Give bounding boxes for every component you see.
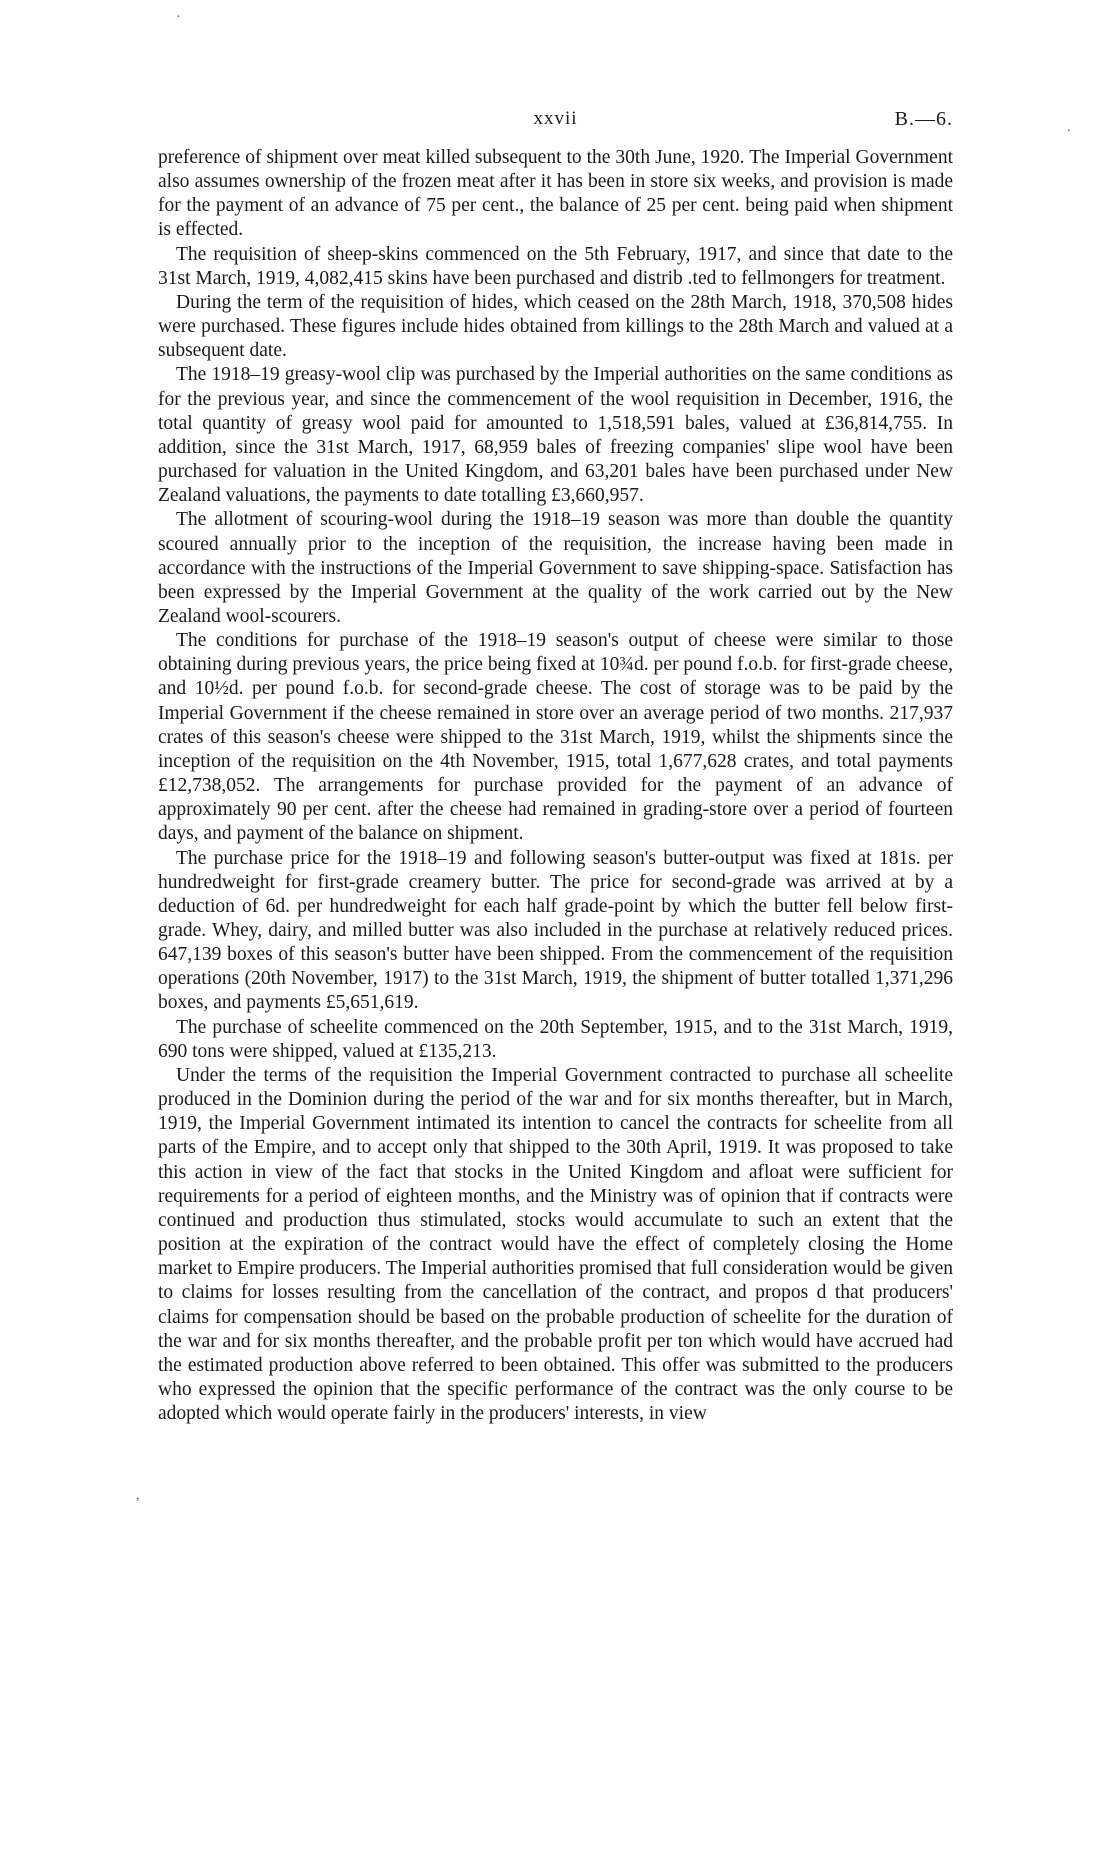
paragraph-hides: During the term of the requisition of hides, which ceased on the 28th March, 1918, 370,508 hides were purchased. These figures include hides obtained from killings to the 28th March and valued at a subsequent date. (158, 291, 953, 362)
paragraph-scouring-wool: The allotment of scouring-wool during the 1918–19 season was more than double the quantity scoured annually prior to the inception of the requisition, the increase having been made in accordance with the instructions of the Imperial Government to save shipping-space. Satisfaction has been expressed by the Imperial Government at the quality of the work carried out by the New Zealand wool-scourers. (158, 509, 953, 627)
paragraph-scheelite-purchase: The purchase of scheelite commenced on the 20th September, 1915, and to the 31st March, 1919, 690 tons were shipped, valued at £135,213. (158, 1016, 953, 1062)
paragraph-cheese: The conditions for purchase of the 1918–19 season's output of cheese were similar to those obtaining during previous years, the price being fixed at 10¾d. per pound f.o.b. for first-grade cheese, and 10½d. per pound f.o.b. for second-grade cheese. The cost of storage was to be paid by the Imperial Government if the cheese remained in store over an average period of two months. 217,937 crates of this season's cheese were shipped to the 31st March, 1919, whilst the shipments since the inception of the requisition on the 4th November, 1915, total 1,677,628 crates, and total payments £12,738,052. The arrangements for purchase provided for the payment of an advance of approximately 90 per cent. after the cheese had remained in grading-store over a period of fourteen days, and payment of the balance on shipment. (158, 630, 953, 845)
paragraph-greasy-wool: The 1918–19 greasy-wool clip was purchased by the Imperial authorities on the same conditions as for the previous year, and since the commencement of the wool requisition in December, 1916, the total quantity of greasy wool paid for amounted to 1,518,591 bales, valued at £36,814,755. In addition, since the 31st March, 1917, 68,959 bales of freezing companies' slipe wool have been purchased for valuation in the United Kingdom, and 63,201 bales have been purchased under New Zealand valuations, the payments to date totalling £3,660,957. (158, 364, 953, 507)
page-number: xxvii (533, 108, 578, 129)
scan-speck: · (176, 10, 181, 25)
paragraph-scheelite-requisition: Under the terms of the requisition the Imperial Government contracted to purchase all scheelite produced in the Dominion during the period of the war and for six months thereafter, but in March, 1919, the Imperial Government intimated its intention to cancel the contracts for scheelite from all parts of the Empire, and to accept only that shipped to the 30th April, 1919. It was proposed to take this action in view of the fact that stocks in the United Kingdom and afloat were sufficient for requirements for a period of eighteen months, and the Ministry was of opinion that if contracts were continued and production thus stimulated, stocks would accumulate to such an extent that the position at the expiration of the contract would have the effect of completely closing the Home market to Empire producers. The Imperial authorities promised that full consideration would be given to claims for losses resulting from the cancellation of the contract, and propos d that producers' claims for compensation should be based on the probable production of scheelite for the duration of the war and for six months thereafter, and the probable profit per ton which would have accrued had the estimated production above referred to been obtained. This offer was submitted to the producers who expressed the opinion that the specific performance of the contract was the only course to be adopted which would operate fairly in the producers' interests, in view (158, 1064, 953, 1425)
document-reference: B.—6. (894, 108, 953, 130)
scan-speck: . (1067, 120, 1071, 135)
scan-speck: , (136, 1488, 140, 1503)
paragraph-sheep-skins: The requisition of sheep-skins commenced on the 5th February, 1917, and since that date to the 31st March, 1919, 4,082,415 skins have been purchased and distrib .ted to fellmongers for treatment. (158, 243, 953, 289)
page-header (158, 108, 953, 138)
body-text (158, 146, 953, 1426)
paragraph-meat-continuation: preference of shipment over meat killed subsequent to the 30th June, 1920. The Imperial Government also assumes ownership of the frozen meat after it has been in store six weeks, and provision is made for the payment of an advance of 75 per cent., the balance of 25 per cent. being paid when shipment is effected. (158, 147, 953, 241)
paragraph-butter: The purchase price for the 1918–19 and following season's butter-output was fixed at 181s. per hundredweight for first-grade creamery butter. The price for second-grade was arrived at by a deduction of 6d. per hundredweight for each half grade-point by which the butter fell below first-grade. Whey, dairy, and milled butter was also included in the purchase at relatively reduced prices. 647,139 boxes of this season's butter have been shipped. From the commencement of the requisition operations (20th November, 1917) to the 31st March, 1919, the shipment of butter totalled 1,371,296 boxes, and payments £5,651,619. (158, 847, 953, 1014)
